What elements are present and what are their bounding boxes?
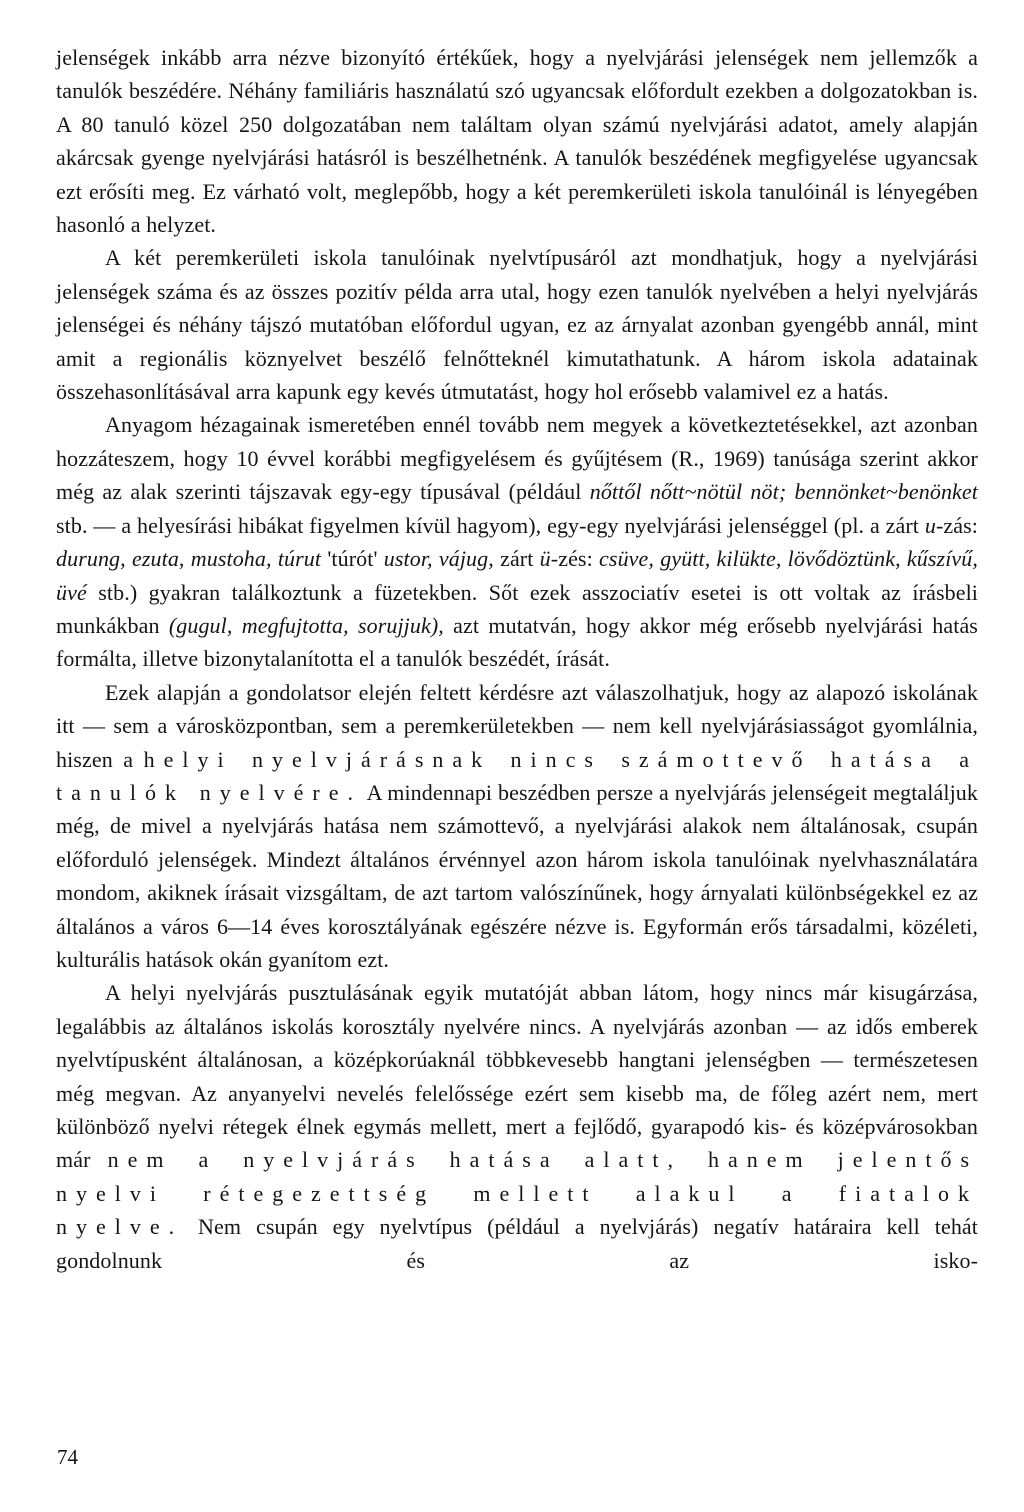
text-segment: A két peremkerületi iskola tanulóinak nyelvtípusáról azt mondhatjuk, hogy a nyelvjárási jelenségek száma és az összes pozitív példa arra utal, hogy ezen tanulók nyelvében a helyi nyelvjárás jelenségei és néhány tájszó mutatóban előfordul ugyan, ez az árnyalat azonban gyengébb annál, mint amit a regionális köznyelvet beszélő felnőtteknél kimutathatunk. A három iskola adatainak összehasonlításával arra kapunk egy kevés útmutatást, hogy hol erősebb valamivel ez a hatás. [56, 245, 978, 405]
italic-text: u [924, 512, 936, 538]
italic-text: csüve, gyütt, kilükte, lövődöztünk, kűszívű, üvé [56, 546, 978, 605]
paragraph [56, 976, 978, 1277]
text-segment: stb.) gyakran találkoztunk a füzetekben. Sőt ezek asszociatív esetei is ott voltak az írásbeli munkákban [56, 579, 978, 638]
italic-text: durung, ezuta, mustoha, túrut [56, 546, 322, 572]
italic-text: (gugul, megfujtotta, sorujjuk), [168, 612, 444, 638]
page-number: 74 [57, 1445, 78, 1469]
paragraph [56, 241, 978, 408]
text-segment: zárt [493, 546, 540, 572]
text-segment: Ezek alapján a gondolatsor elején feltett kérdésre azt válaszolhatjuk, hogy az alapozó iskolának itt — sem a városközpontban, sem a peremkerületekben — nem kell nyelvjárásiasságot gyomlálnia, hiszen a [56, 679, 978, 772]
italic-text: ü [539, 546, 551, 572]
text-segment: -zás: [935, 512, 978, 538]
text-segment: 'túrót' [321, 546, 384, 572]
text-segment: Nem csupán egy nyelvtípus (például a nyelvjárás) negatív határaira kell tehát gondolnunk és az isko- [56, 1214, 978, 1273]
text-segment: stb. — a helyesírási hibákat figyelmen kívül hagyom), egy-egy nyelvjárási jelenséggel (pl. a zárt [56, 512, 925, 538]
text-segment: Anyagom hézagainak ismeretében ennél tovább nem megyek a következtetésekkel, azt azonban hozzáteszem, hogy 10 évvel korábbi megfigyelésem és gyűjtésem (R., 1969) tanúsága szerint akkor még az alak szerinti tájszavak egy-egy típusával (például [56, 412, 978, 505]
emphasized-text: nem a nyelvjárás hatása alatt, hanem jelentős nyelvi rétegezettség mellett alakul a fiatalok nyelve. [56, 1147, 979, 1240]
text-segment: A mindennapi beszédben persze a nyelvjárás jelenségeit megtaláljuk még, de mivel a nyelvjárás hatása nem számottevő, a nyelvjárási alakok nem általánosak, csupán előforduló jelenségek. Mindezt általános érvénnyel azon három iskola tanulóinak nyelvhasználatára mondom, akiknek írásait vizsgáltam, de azt tartom valószínűnek, hogy árnyalati különbségekkel ez az általános a város 6—14 éves korosztályának egészére nézve is. Egyformán erős társadalmi, közéleti, kulturális hatások okán gyanítom ezt. [56, 779, 978, 972]
text-segment: A helyi nyelvjárás pusztulásának egyik mutatóját abban látom, hogy nincs már kisugárzása, legalábbis az általános iskolás korosztály nyelvére nincs. A nyelvjárás azonban — az idős emberek nyelvtípusként általánosan, a középkorúaknál többkevesebb hangtani jelenségben — természetesen még megvan. Az anyanyelvi nevelés felelőssége ezért sem kisebb ma, de főleg azért nem, mert különböző nyelvi rétegek élnek egymás mellett, mert a fejlődő, gyarapodó kis- és középvárosokban már [56, 980, 978, 1173]
italic-text: ustor, vájug, [383, 546, 494, 572]
paragraph [56, 676, 978, 977]
paragraph [56, 408, 978, 675]
text-segment: jelenségek inkább arra nézve bizonyító értékűek, hogy a nyelvjárási jelenségek nem jellemzők a tanulók beszédére. Néhány familiáris használatú szó ugyancsak előfordult ezekben a dolgozatokban is. A 80 tanuló közel 250 dolgozatában nem találtam olyan számú nyelvjárási adatot, amely alapján akárcsak gyenge nyelvjárási hatásról is beszélhetnénk. A tanulók beszédének megfigyelése ugyancsak ezt erősíti meg. Ez várható volt, meglepőbb, hogy a két peremkerületi iskola tanulóinál is lényegében hasonló a helyzet. [56, 45, 978, 238]
text-segment: azt mutatván, hogy akkor még erősebb nyelvjárási hatás formálta, illetve bizonytalanította el a tanulók beszédét, írását. [56, 612, 978, 672]
page-body [56, 41, 978, 1277]
paragraph [56, 41, 978, 241]
text-segment: -zés: [550, 546, 600, 572]
italic-text: nőttől nőtt~nötül nöt; bennönket~benönket [589, 479, 978, 505]
emphasized-text: helyi nyelvjárásnak nincs számottevő hatása a tanulók nyelvére. [56, 746, 978, 805]
